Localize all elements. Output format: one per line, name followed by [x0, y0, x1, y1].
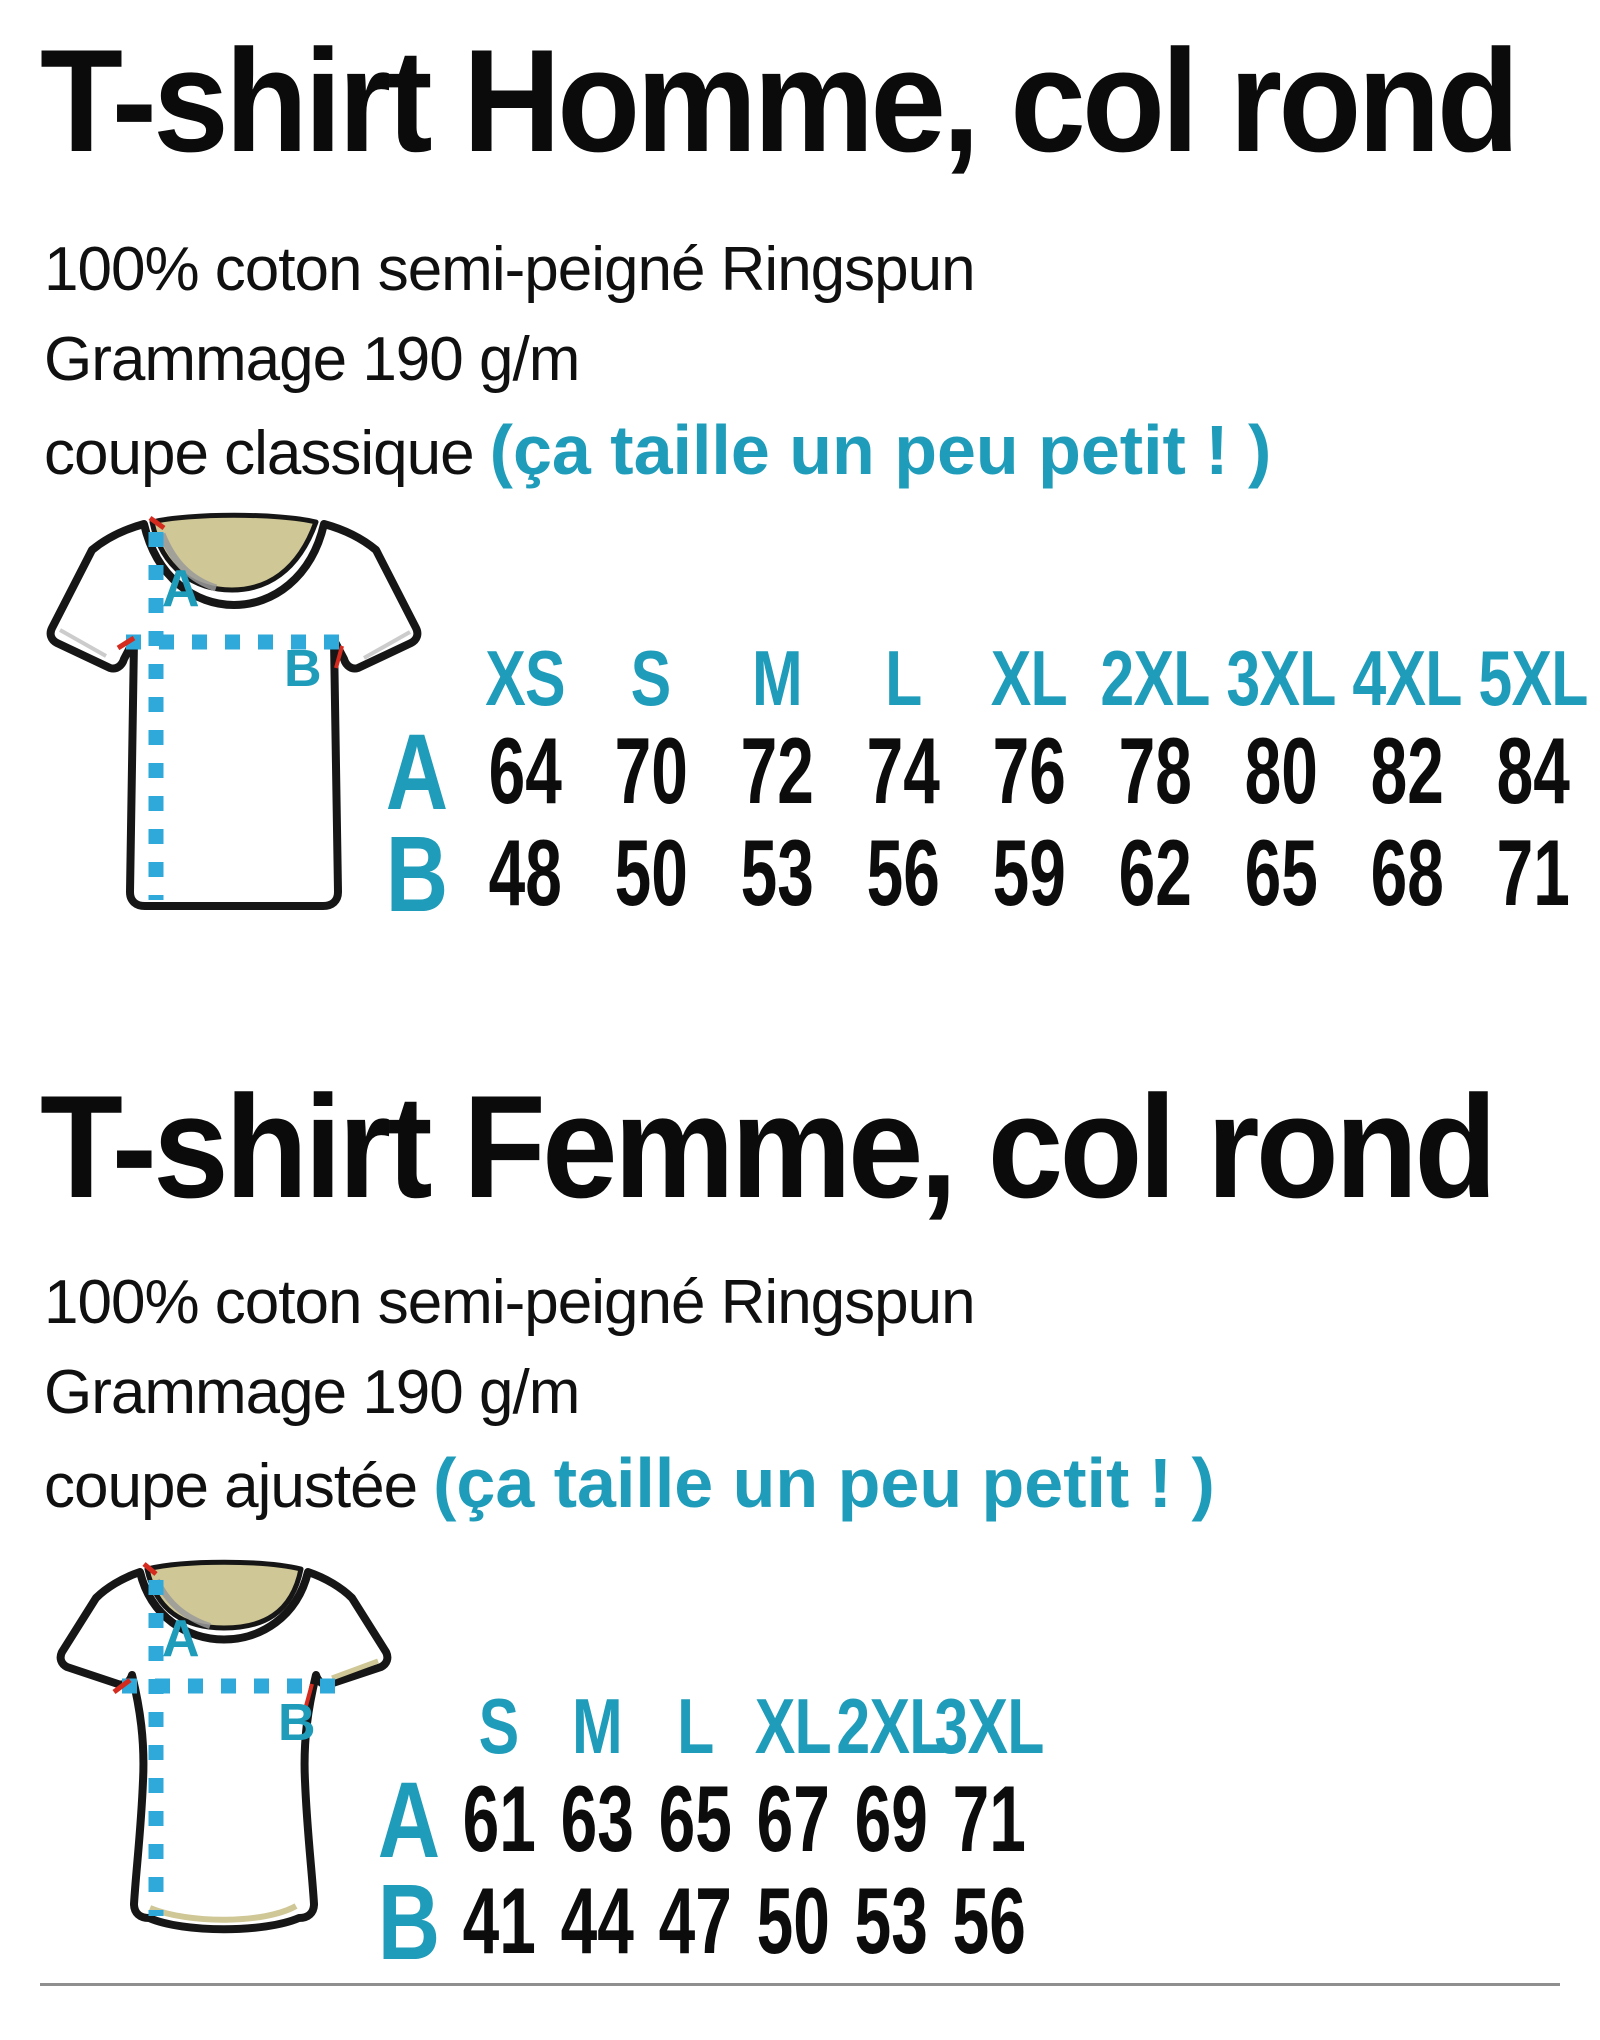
size-value: 80	[1244, 718, 1318, 823]
size-header: 3XL	[934, 1681, 1044, 1770]
size-header: L	[676, 1681, 714, 1770]
measure-b-label: B	[284, 640, 322, 698]
size-value: 82	[1370, 718, 1444, 823]
size-col-xl	[966, 633, 1092, 925]
size-value: 69	[854, 1766, 928, 1871]
size-value: 48	[488, 820, 562, 925]
size-col-s	[450, 1681, 548, 1973]
tshirt-diagram-homme	[40, 510, 428, 914]
size-value: 63	[560, 1766, 634, 1871]
size-header: 2XL	[1100, 633, 1210, 722]
size-value: 78	[1118, 718, 1192, 823]
size-value: 44	[560, 1868, 634, 1973]
size-header: 2XL	[836, 1681, 946, 1770]
size-header: M	[752, 633, 802, 722]
spec-line-fit	[44, 405, 1271, 499]
size-value: 64	[488, 718, 562, 823]
measure-a-label: A	[162, 1610, 200, 1668]
size-value: 50	[756, 1868, 830, 1973]
row-label-a: A	[385, 710, 449, 832]
size-header: XL	[754, 1681, 832, 1770]
row-label-b: B	[377, 1860, 441, 1982]
size-col-m	[714, 633, 840, 925]
size-value: 84	[1496, 718, 1570, 823]
size-value: 67	[756, 1766, 830, 1871]
section-title-homme: T-shirt Homme, col rond	[40, 19, 1517, 182]
size-value: 68	[1370, 820, 1444, 925]
size-header: XS	[485, 633, 565, 722]
row-label-a: A	[377, 1758, 441, 1880]
size-table-homme	[372, 633, 1596, 934]
size-col-l	[840, 633, 966, 925]
specs-femme	[44, 1258, 1215, 1532]
size-value: 59	[992, 820, 1066, 925]
fit-note-text: (ça taille un peu petit ! )	[433, 1444, 1215, 1522]
size-value: 50	[614, 820, 688, 925]
corner-spacer	[372, 636, 462, 720]
size-col-2xl	[1092, 633, 1218, 925]
size-value: 61	[462, 1766, 536, 1871]
section-title-femme: T-shirt Femme, col rond	[40, 1065, 1494, 1228]
size-col-l	[646, 1681, 744, 1973]
specs-homme	[44, 225, 1271, 499]
size-col-4xl	[1344, 633, 1470, 925]
size-value: 74	[866, 718, 940, 823]
size-value: 65	[658, 1766, 732, 1871]
tshirt-diagram-femme	[44, 1556, 404, 1951]
spec-line-fit	[44, 1438, 1215, 1532]
spec-line-weight: Grammage 190 g/m	[44, 1358, 580, 1427]
measure-b-label: B	[278, 1694, 316, 1752]
size-value: 72	[740, 718, 814, 823]
size-col-3xl	[934, 1681, 1044, 1973]
size-header: 5XL	[1478, 633, 1588, 722]
row-labels-column	[368, 1684, 450, 1982]
row-label-b: B	[385, 812, 449, 934]
size-table-femme	[368, 1681, 1044, 1982]
size-value: 41	[462, 1868, 536, 1973]
size-value: 70	[614, 718, 688, 823]
size-header: M	[572, 1681, 622, 1770]
size-value: 76	[992, 718, 1066, 823]
row-labels-column	[372, 636, 462, 934]
size-header: S	[479, 1681, 519, 1770]
size-col-s	[588, 633, 714, 925]
fit-plain-text: coupe classique	[44, 419, 474, 488]
corner-spacer	[368, 1684, 450, 1768]
size-header: S	[631, 633, 671, 722]
size-value: 71	[1496, 820, 1570, 925]
size-col-2xl	[836, 1681, 946, 1973]
size-value: 47	[658, 1868, 732, 1973]
size-value: 56	[952, 1868, 1026, 1973]
size-header: XL	[990, 633, 1068, 722]
spec-line-weight: Grammage 190 g/m	[44, 325, 580, 394]
size-header: 3XL	[1226, 633, 1336, 722]
size-value: 71	[952, 1766, 1026, 1871]
size-col-xs	[462, 633, 588, 925]
bottom-divider-line	[40, 1983, 1560, 1986]
spec-line-material: 100% coton semi-peigné Ringspun	[44, 235, 975, 304]
size-value: 53	[854, 1868, 928, 1973]
size-value: 53	[740, 820, 814, 925]
size-value: 56	[866, 820, 940, 925]
size-value: 62	[1118, 820, 1192, 925]
fit-note-text: (ça taille un peu petit ! )	[489, 411, 1272, 489]
size-value: 65	[1244, 820, 1318, 925]
size-col-3xl	[1218, 633, 1344, 925]
size-col-xl	[744, 1681, 842, 1973]
measure-a-label: A	[162, 560, 200, 618]
spec-line-material: 100% coton semi-peigné Ringspun	[44, 1268, 975, 1337]
fit-plain-text: coupe ajustée	[44, 1452, 418, 1521]
size-col-5xl	[1470, 633, 1596, 925]
size-col-m	[548, 1681, 646, 1973]
size-header: 4XL	[1352, 633, 1462, 722]
size-header: L	[884, 633, 922, 722]
